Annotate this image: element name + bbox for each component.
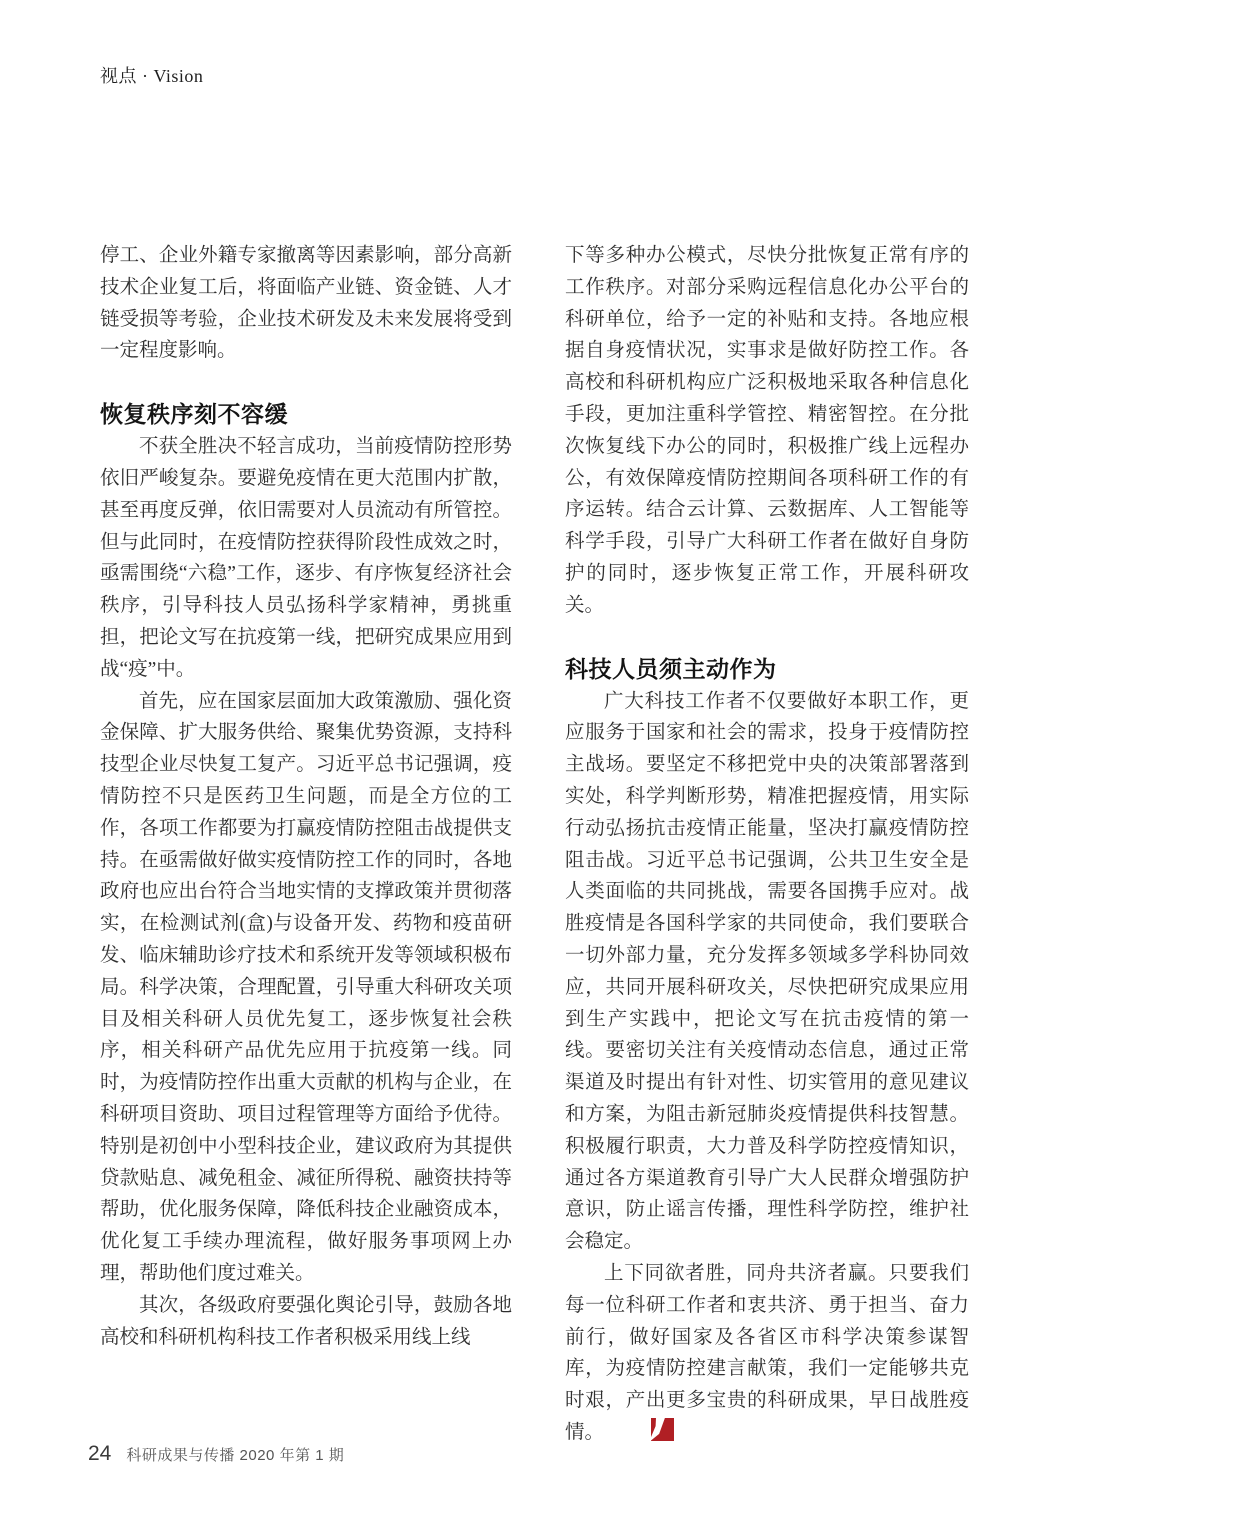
paragraph: 其次，各级政府要强化舆论引导，鼓励各地高校和科研机构科技工作者积极采用线上线 [100,1294,512,1348]
right-column [565,240,969,1449]
left-column [100,240,512,1353]
section-kicker: 视点 · Vision [100,66,204,86]
paragraph: 广大科技工作者不仅要做好本职工作，更应服务于国家和社会的需求，投身于疫情防控主战场。要坚定不移把党中央的决策部署落到实处，科学判断形势，精准把握疫情，用实际行动弘扬抗击疫情正能量，坚决打赢疫情防控阻击战。习近平总书记强调，公共卫生安全是人类面临的共同挑战，需要各国携手应对。战胜疫情是各国科学家的共同使命，我们要联合一切外部力量，充分发挥多领域多学科协同效应，共同开展科研攻关，尽快把研究成果应用到生产实践中，把论文写在抗击疫情的第一线。要密切关注有关疫情动态信息，通过正常渠道及时提出有针对性、切实管用的意见建议和方案，为阻击新冠肺炎疫情提供科技智慧。积极履行职责，大力普及科学防控疫情知识，通过各方渠道教育引导广大人民群众增强防护意识，防止谣言传播，理性科学防控，维护社会稳定。 [565,690,969,1253]
article-end-mark-icon [612,1418,635,1441]
paragraph: 首先，应在国家层面加大政策激励、强化资金保障、扩大服务供给、聚集优势资源，支持科技型企业尽快复工复产。习近平总书记强调，疫情防控不只是医药卫生问题，而是全方位的工作，各项工作都要为打赢疫情防控阻击战提供支持。在亟需做好做实疫情防控工作的同时，各地政府也应出台符合当地实情的支撑政策并贯彻落实，在检测试剂(盒)与设备开发、药物和疫苗研发、临床辅助诊疗技术和系统开发等领域积极布局。科学决策，合理配置，引导重大科研攻关项目及相关科研人员优先复工，逐步恢复社会秩序，相关科研产品优先应用于抗疫第一线。同时，为疫情防控作出重大贡献的机构与企业，在科研项目资助、项目过程管理等方面给予优待。特别是初创中小型科技企业，建议政府为其提供贷款贴息、减免租金、减征所得税、融资扶持等帮助，优化服务保障，降低科技企业融资成本，优化复工手续办理流程，做好服务事项网上办理，帮助他们度过难关。 [100,690,512,1284]
journal-issue-label: 科研成果与传播 2020 年第 1 期 [126,1447,345,1464]
intro-paragraph: 停工、企业外籍专家撤离等因素影响，部分高新技术企业复工后，将面临产业链、资金链、人才链受损等考验，企业技术研发及未来发展将受到一定程度影响。 [100,245,512,362]
continuation-paragraph: 下等多种办公模式，尽快分批恢复正常有序的工作秩序。对部分采购远程信息化办公平台的科研单位，给予一定的补贴和支持。各地应根据自身疫情状况，实事求是做好防控工作。各高校和科研机构应广泛积极地采取各种信息化手段，更加注重科学管控、精密智控。在分批次恢复线下办公的同时，积极推广线上远程办公，有效保障疫情防控期间各项科研工作的有序运转。结合云计算、云数据库、人工智能等科学手段，引导广大科研工作者在做好自身防护的同时，逐步恢复正常工作，开展科研攻关。 [565,245,969,616]
closing-paragraph-text: 上下同欲者胜，同舟共济者赢。只要我们每一位科研工作者和衷共济、勇于担当、奋力前行，做好国家及各省区市科学决策参谋智库，为疫情防控建言献策，我们一定能够共克时艰，产出更多宝贵的科研成果，早日战胜疫情。 [565,1262,969,1443]
page-number: 24 [88,1442,112,1465]
section-heading-sci-personnel: 科技人员须主动作为 [565,655,777,682]
paragraph: 不获全胜决不轻言成功，当前疫情防控形势依旧严峻复杂。要避免疫情在更大范围内扩散，甚至再度反弹，依旧需要对人员流动有所管控。但与此同时，在疫情防控获得阶段性成效之时，亟需围绕“六稳”工作，逐步、有序恢复经济社会秩序，引导科技人员弘扬科学家精神，勇挑重担，把论文写在抗疫第一线，把研究成果应用到战“疫”中。 [100,436,512,680]
closing-paragraph [565,1258,969,1449]
page-footer [88,1442,344,1466]
section-heading-restore-order: 恢复秩序刻不容缓 [100,401,288,428]
